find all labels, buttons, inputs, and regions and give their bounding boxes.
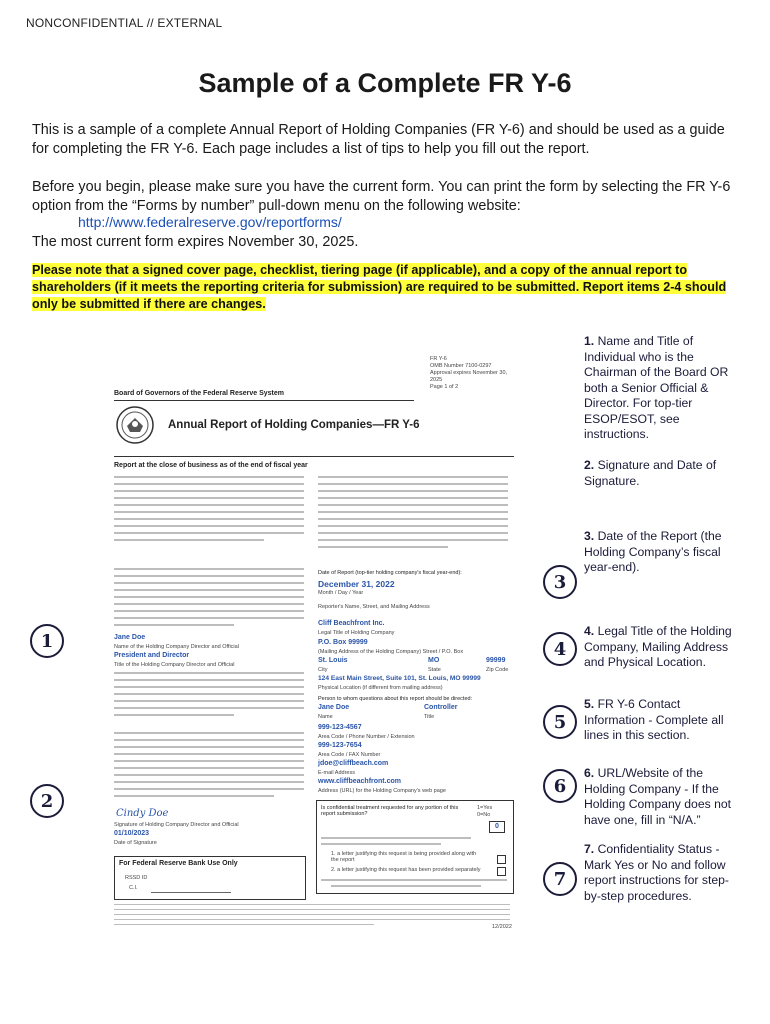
callout-1-circle: 1	[30, 624, 64, 658]
form-agency: Board of Governors of the Federal Reserve System	[114, 390, 284, 397]
intro-paragraph: This is a sample of a complete Annual Report of Holding Companies (FR Y-6) and should be used as a guide for completing the FR Y-6. Each page includes a list of tips to help you fill out the report.	[32, 122, 725, 157]
physical-address-label: Physical Location (if different from mailing address)	[318, 685, 443, 691]
option-no-label: 0=No	[477, 812, 491, 818]
callout-3-circle: 3	[543, 565, 577, 599]
company-name-label: Legal Title of Holding Company	[318, 630, 395, 636]
confidential-prompt: Is confidential treatment requested for any portion of this report submission?	[321, 805, 459, 817]
option-yes-label: 1=Yes	[477, 805, 493, 811]
physical-address-value: 124 East Main Street, Suite 101, St. Louis, MO 99999	[318, 675, 481, 682]
submission-notice	[32, 262, 742, 313]
form-footer-code: 12/2022	[492, 924, 512, 930]
form-fiscal-line: Report at the close of business as of the end of fiscal year	[114, 462, 308, 469]
signature-value: Cindy Doe	[116, 808, 169, 819]
tip-7	[584, 842, 734, 904]
form-divider	[114, 456, 514, 457]
fiscal-date-value: December 31, 2022	[318, 579, 395, 589]
signature-label: Signature of Holding Company Director and Official	[114, 822, 239, 828]
form-sample-image	[110, 352, 520, 942]
ci-label: C.I.	[129, 885, 138, 891]
form-divider	[114, 400, 414, 401]
tip-5-text: FR Y-6 Contact Information - Complete all lines in this section.	[584, 697, 724, 742]
tip-2-number: 2.	[584, 458, 595, 472]
callout-6-circle: 6	[543, 769, 577, 803]
fed-seal-icon	[116, 406, 154, 444]
tip-1-text: Name and Title of Individual who is the Chairman of the Board OR both a Senior Official & Director. For top-tier ESOP/ESOT, see instructions.	[584, 334, 729, 441]
tip-6	[584, 766, 734, 828]
phone-label: Area Code / Phone Number / Extension	[318, 734, 415, 740]
tip-4-number: 4.	[584, 624, 595, 638]
tip-5	[584, 697, 734, 744]
page-title: Sample of a Complete FR Y-6	[198, 68, 572, 98]
fiscal-date-label: Month / Day / Year	[318, 590, 364, 596]
callout-5-circle: 5	[543, 705, 577, 739]
po-box-label: (Mailing Address of the Holding Company) Street / P.O. Box	[318, 649, 464, 655]
contact-title-label: Title	[424, 714, 435, 720]
conf-item-1-checkbox[interactable]	[497, 855, 506, 864]
conf-item-2: 2. a letter justifying this request has been provided separately	[331, 867, 481, 873]
reporter-name-prompt: Reporter's Name, Street, and Mailing Address	[318, 604, 430, 610]
tip-2-text: Signature and Date of Signature.	[584, 458, 717, 488]
callout-2-circle: 2	[30, 784, 64, 818]
state-label: State	[428, 667, 441, 673]
submission-notice-text: Please note that a signed cover page, checklist, tiering page (if applicable), and a copy of the annual report to shareholders (if it meets the reporting criteria for submission) are required to be submitted. Report items 2-4 should only be submitted if there are changes.	[32, 263, 727, 311]
form-corner-line: FR Y-6	[430, 356, 447, 362]
fax-value: 999-123-7654	[318, 742, 362, 749]
tip-6-number: 6.	[584, 766, 595, 780]
signer-title-value: President and Director	[114, 652, 190, 659]
tip-6-text: URL/Website of the Holding Company - If the Holding Company does not have one, fill in “N/A.”	[584, 766, 732, 827]
zip-label: Zip Code	[486, 667, 509, 673]
email-label: E-mail Address	[318, 770, 355, 776]
signer-name-value: Jane Doe	[114, 634, 146, 641]
rssd-label: RSSD ID	[125, 875, 148, 881]
form-title: Annual Report of Holding Companies—FR Y-6	[168, 419, 420, 431]
tip-3	[584, 529, 734, 576]
form-corner-line: Page 1 of 2	[430, 384, 459, 390]
signer-name-label: Name of the Holding Company Director and Official	[114, 644, 239, 650]
classification-label: NONCONFIDENTIAL // EXTERNAL	[26, 16, 223, 30]
fax-label: Area Code / FAX Number	[318, 752, 381, 758]
tip-5-number: 5.	[584, 697, 595, 711]
form-corner-line: OMB Number 7100-0297	[430, 363, 492, 369]
contact-name-value: Jane Doe	[318, 704, 350, 711]
zip-value: 99999	[486, 657, 506, 664]
expiry-note: The most current form expires November 30, 2025.	[32, 234, 359, 250]
form-corner-info	[430, 356, 520, 391]
tip-3-text: Date of the Report (the Holding Company’s fiscal year-end).	[584, 529, 722, 574]
tip-1	[584, 334, 734, 443]
callout-4-circle: 4	[543, 632, 577, 666]
sign-date-value: 01/10/2023	[114, 830, 150, 837]
url-value: www.cliffbeachfront.com	[318, 778, 401, 785]
conf-item-1: 1. a letter justifying this request is being provided along with the report	[331, 851, 477, 863]
reserve-use-title: For Federal Reserve Bank Use Only	[119, 860, 238, 867]
signer-title-label: Title of the Holding Company Director and Official	[114, 662, 235, 668]
tip-3-number: 3.	[584, 529, 595, 543]
tip-4	[584, 624, 734, 671]
tip-2	[584, 458, 734, 489]
city-value: St. Louis	[318, 657, 348, 664]
confidential-value-field[interactable]: 0	[489, 821, 505, 833]
instructions-paragraph: Before you begin, please make sure you have the current form. You can print the form by selecting the FR Y-6 option from the “Forms by number” pull-down menu on the following website:	[32, 179, 731, 214]
confidentiality-box	[316, 800, 514, 894]
sign-date-label: Date of Signature	[114, 840, 157, 846]
state-value: MO	[428, 657, 440, 664]
contact-name-label: Name	[318, 714, 333, 720]
contact-title-value: Controller	[424, 704, 458, 711]
callout-7-circle: 7	[543, 862, 577, 896]
tip-7-text: Confidentiality Status - Mark Yes or No and follow report instructions for step-by-step procedures.	[584, 842, 729, 903]
tip-4-text: Legal Title of the Holding Company, Mailing Address and Physical Location.	[584, 624, 732, 669]
tip-1-number: 1.	[584, 334, 595, 348]
email-value: jdoe@cliffbeach.com	[318, 760, 389, 767]
tip-7-number: 7.	[584, 842, 595, 856]
fiscal-year-prompt: Date of Report (top-tier holding company's fiscal year-end):	[318, 570, 462, 576]
form-corner-line: Approval expires November 30, 2025	[430, 370, 508, 383]
phone-value: 999-123-4567	[318, 724, 362, 731]
reportforms-link[interactable]: http://www.federalreserve.gov/reportforms/	[78, 214, 342, 230]
contact-prompt: Person to whom questions about this report should be directed:	[318, 696, 473, 702]
company-name-value: Cliff Beachfront Inc.	[318, 620, 385, 627]
reserve-use-box	[114, 856, 306, 900]
conf-item-2-checkbox[interactable]	[497, 867, 506, 876]
url-label: Address (URL) for the Holding Company's web page	[318, 788, 446, 794]
city-label: City	[318, 667, 328, 673]
ci-line	[151, 892, 231, 893]
po-box-value: P.O. Box 99999	[318, 639, 368, 646]
